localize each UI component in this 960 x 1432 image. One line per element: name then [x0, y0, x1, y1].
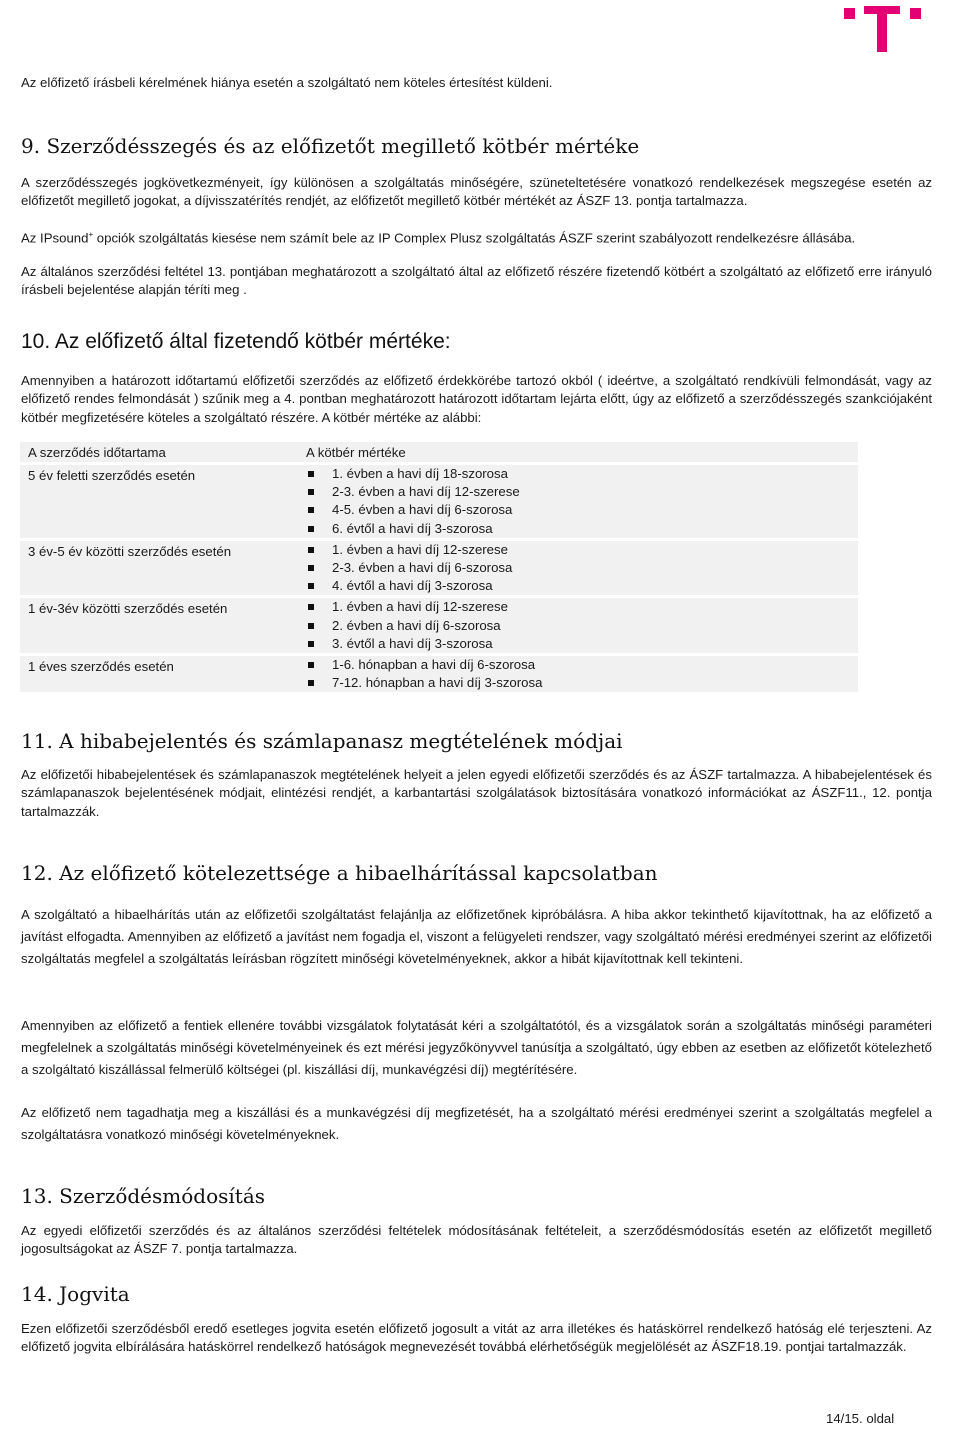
section-12-paragraph-2: Amennyiben az előfizető a fentiek ellenére további vizsgálatok folytatását kéri a szolgáltatótól, és a vizsgálatok során a szolgáltatás minőségi paraméteri megfelelnek a szolgáltatás minőségi követelményeinek és ezt mérési jegyzőkönyvvel tanúsítja a szolgáltató, úgy ebben az esetben az előfizetőt kötelezhető a szolgáltató kiszállással felmerülő költségei (pl. kiszállási díj, munkavégzési díj) megtérítésére. [21, 1018, 932, 1077]
contract-term-cell: 5 év feletti szerződés esetén [20, 464, 298, 540]
penalty-table-header [20, 442, 858, 464]
section-10-paragraph: Amennyiben a határozott időtartamú előfizetői szerződés az előfizető érdekkörébe tartozó okból ( ideértve, a szolgáltató rendkívüli felmondását, vagy az előfizető rendes felmondását ) szűnik meg a 4. pontban meghatározott határozott időtartam lejárta előtt, úgy az előfizető a szerződésszegés szankciójaként kötbér megfizetésére köteles a szolgáltató részére. A kötbér mértéke az alábbi: [21, 373, 932, 425]
table-row [20, 655, 858, 694]
penalty-cell [298, 655, 858, 694]
ipsound-text-rest: opciók szolgáltatás kiesése nem számít bele az IP Complex Plusz szolgáltatás ÁSZF szerint szabályozott rendelkezésre állásába. [93, 230, 856, 246]
logo-dots-left [844, 6, 855, 24]
penalty-cell [298, 539, 858, 597]
section-13-paragraph: Az egyedi előfizetői szerződés és az általános szerződési feltételek módosításának feltételeit, a szerződésmódosítás esetén az előfizetőt megillető jogosultságokat az ÁSZF 7. pontja tartalmazza. [21, 1223, 932, 1257]
section-12-title: 12. Az előfizető kötelezettsége a hibaelhárítással kapcsolatban [21, 861, 658, 885]
penalty-cell [298, 597, 858, 655]
list-item: 1. évben a havi díj 12-szerese [306, 541, 858, 559]
section-14-title: 14. Jogvita [21, 1282, 130, 1306]
list-item: 7-12. hónapban a havi díj 3-szorosa [306, 674, 858, 692]
list-item: 1-6. hónapban a havi díj 6-szorosa [306, 656, 858, 674]
section-11-paragraph: Az előfizetői hibabejelentések és számlapanaszok megtételének helyeit a jelen egyedi előfizetői szerződés és az ÁSZF tartalmazza. A hibabejelentések és számlapanaszok bejelentésének módjait, elintézési rendjét, a karbantartási szolgálatások biztosítására vonatkozó információkat az ÁSZF11., 12. pontja tartalmazzák. [21, 767, 932, 819]
penalty-list [306, 465, 858, 538]
list-item: 2. évben a havi díj 6-szorosa [306, 617, 858, 635]
telekom-t-logo-icon [862, 2, 902, 54]
list-item: 1. évben a havi díj 12-szerese [306, 598, 858, 616]
contract-term-cell: 3 év-5 év közötti szerződés esetén [20, 539, 298, 597]
penalty-list [306, 656, 858, 692]
section-9-paragraph-1: A szerződésszegés jogkövetkezményeit, így különösen a szolgáltatás minőségére, szüneteltetésére vonatkozó rendelkezések megszegése esetén az előfizetőt megillető jogokat, a díjvisszatérítés rendjét, az előfizetőt megillető kötbér mértékét az ÁSZF 13. pontja tartalmazza. [21, 175, 932, 209]
penalty-table [20, 442, 858, 695]
section-9-title: 9. Szerződésszegés és az előfizetőt megillető kötbér mértéke [21, 134, 640, 158]
table-row [20, 597, 858, 655]
section-14-paragraph: Ezen előfizetői szerződésből eredő esetleges jogvita esetén előfizető jogosult a vitát az arra illetékes és hatáskörrel rendelkező hatóság elé terjeszteni. Az előfizető jogvita elbírálására hatáskörrel rendelkező hatóságok megnevezését továbbá elérhetőségük megjelölését az ÁSZF18.19. pontjai tartalmazzák. [21, 1321, 932, 1355]
ipsound-text: Az IPsound [21, 230, 89, 246]
list-item: 1. évben a havi díj 18-szorosa [306, 465, 858, 483]
section-13-title: 13. Szerződésmódosítás [21, 1184, 266, 1208]
list-item: 6. évtől a havi díj 3-szorosa [306, 520, 858, 538]
header-penalty: A kötbér mértéke [298, 442, 858, 464]
section-12-paragraph-3: Az előfizető nem tagadhatja meg a kiszállási és a munkavégzési díj megfizetését, ha a szolgáltató mérési eredményei szerint a szolgáltatás megfelel a szolgáltatásra vonatkozó minőségi követelményeknek. [21, 1105, 932, 1142]
ipsound-superscript: + [88, 230, 94, 239]
list-item: 3. évtől a havi díj 3-szorosa [306, 635, 858, 653]
list-item: 4-5. évben a havi díj 6-szorosa [306, 501, 858, 519]
section-12-paragraph-1: A szolgáltató a hibaelhárítás után az előfizetői szolgáltatást felajánlja az előfizetőnek kipróbálásra. A hiba akkor tekinthető kijavítottnak, ha az előfizető a javítást elfogadta. Amennyiben az előfizető a javítást nem fogadja el, viszont a felügyeleti rendszer, vagy szolgáltató mérési eredményei szerint az előfizetői szolgáltatás megfelel a szolgáltatás leírásban rögzített minőségi követelményeknek, akkor a hibát kijavítottnak kell tekinteni. [21, 907, 932, 966]
intro-paragraph: Az előfizető írásbeli kérelmének hiánya esetén a szolgáltató nem köteles értesítést küldeni. [21, 75, 553, 90]
list-item: 4. évtől a havi díj 3-szorosa [306, 577, 858, 595]
list-item: 2-3. évben a havi díj 12-szerese [306, 483, 858, 501]
contract-term-cell: 1 év-3év közötti szerződés esetén [20, 597, 298, 655]
section-11-title: 11. A hibabejelentés és számlapanasz megtételének módjai [21, 729, 623, 753]
contract-term-cell: 1 éves szerződés esetén [20, 655, 298, 694]
penalty-list [306, 541, 858, 596]
page-number: 14/15. oldal [826, 1411, 895, 1426]
penalty-list [306, 598, 858, 653]
table-row [20, 539, 858, 597]
table-row [20, 464, 858, 540]
section-9-paragraph-3: Az általános szerződési feltétel 13. pontjában meghatározott a szolgáltató által az előfizető részére fizetendő kötbért a szolgáltató az előfizető erre irányuló írásbeli bejelentése alapján téríti meg . [21, 264, 932, 298]
list-item: 2-3. évben a havi díj 6-szorosa [306, 559, 858, 577]
header-term: A szerződés időtartama [20, 442, 298, 464]
penalty-cell [298, 464, 858, 540]
section-10-title: 10. Az előfizető által fizetendő kötbér mértéke: [21, 330, 451, 353]
section-9-paragraph-2 [21, 226, 932, 248]
logo-dots-right [910, 6, 921, 24]
